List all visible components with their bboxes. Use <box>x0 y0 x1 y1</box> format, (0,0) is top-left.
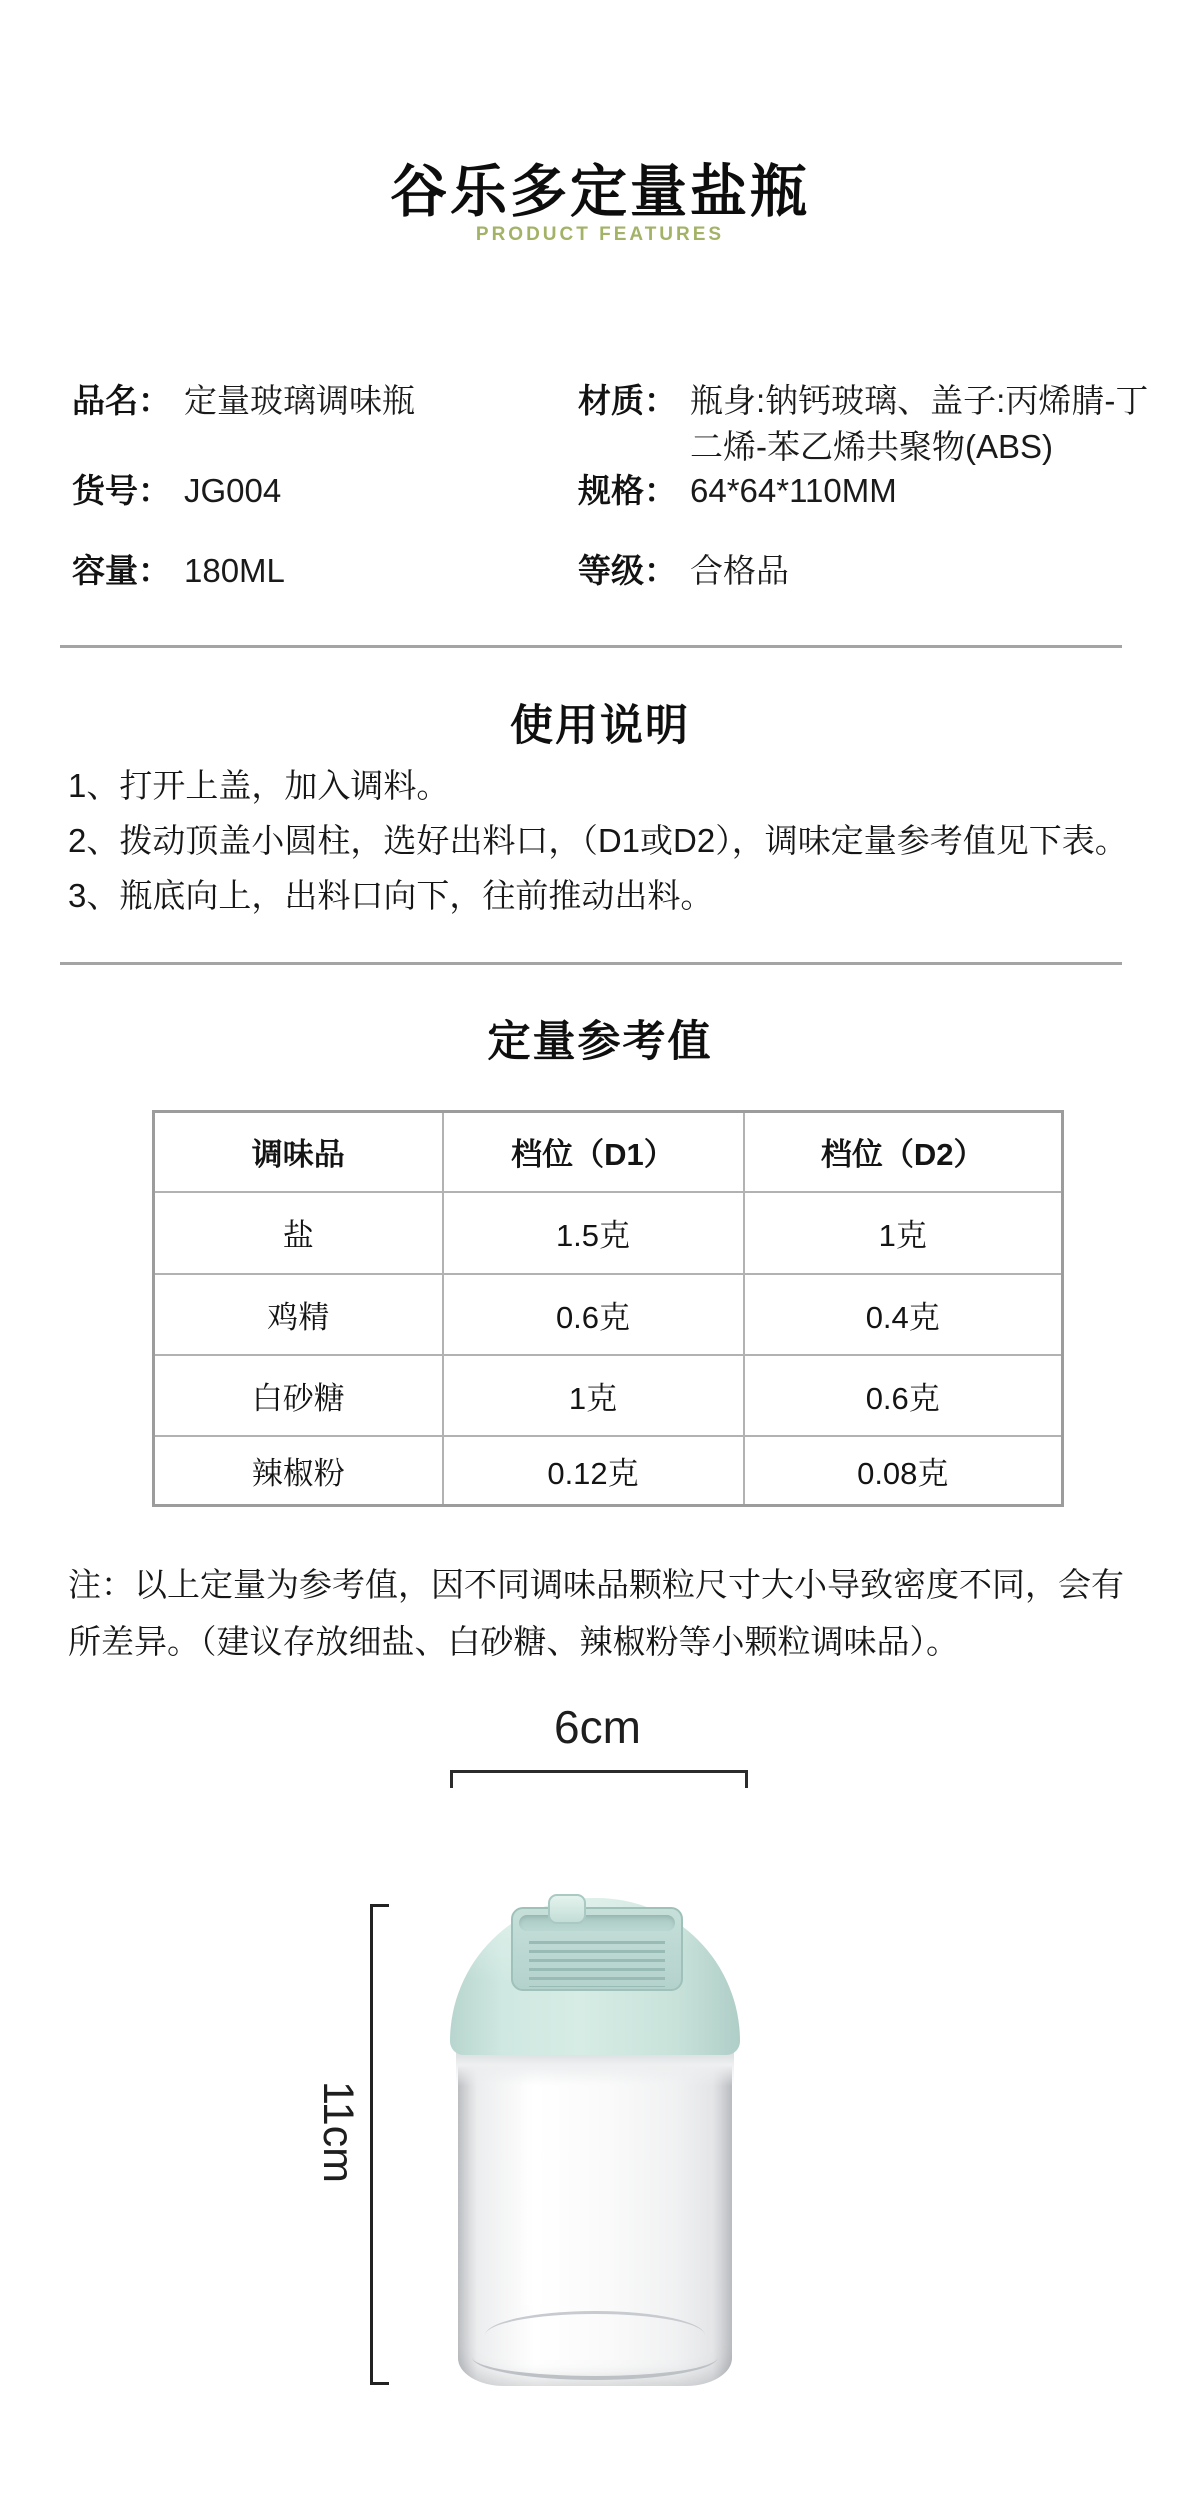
spec-value: JG004 <box>184 472 282 509</box>
table-cell: 1克 <box>443 1355 744 1436</box>
spec-item-grade <box>578 548 789 594</box>
reference-note: 注：以上定量为参考值，因不同调味品颗粒尺寸大小导致密度不同，会有所差异。（建议存放细盐、白砂糖、辣椒粉等小颗粒调味品）。 <box>68 1566 1124 1660</box>
spec-label: 等级： <box>578 552 677 589</box>
spec-value: 64*64*110MM <box>690 472 897 509</box>
spec-value: 合格品 <box>690 552 789 589</box>
table-cell: 0.12克 <box>443 1436 744 1506</box>
table-cell: 0.6克 <box>443 1274 744 1355</box>
spec-label: 容量： <box>72 552 171 589</box>
spec-value: 180ML <box>184 552 285 589</box>
spec-item-name <box>72 378 415 424</box>
product-photo-bottle <box>450 1898 740 2386</box>
cap-slider-knob <box>548 1894 586 1924</box>
cap-slider-ribs <box>529 1941 665 1987</box>
table-cell: 白砂糖 <box>154 1355 443 1436</box>
page-title: 谷乐多定量盐瓶 <box>390 160 810 224</box>
table-cell: 盐 <box>154 1192 443 1274</box>
usage-step: 2、拨动顶盖小圆柱，选好出料口，（D1或D2），调味定量参考值见下表。 <box>68 822 1128 859</box>
usage-step: 1、打开上盖，加入调料。 <box>68 767 450 804</box>
spec-label: 货号： <box>72 472 171 509</box>
usage-step: 3、瓶底向上，出料口向下，往前推动出料。 <box>68 877 714 914</box>
table-cell: 1克 <box>744 1192 1063 1274</box>
usage-steps <box>68 758 1178 923</box>
spec-label: 材质： <box>578 382 677 419</box>
width-dimension-bracket <box>450 1770 748 1788</box>
table-cell: 1.5克 <box>443 1192 744 1274</box>
spec-item-material <box>578 378 1152 470</box>
page-subtitle: PRODUCT FEATURES <box>475 224 725 245</box>
usage-heading: 使用说明 <box>510 702 690 750</box>
table-header-row <box>154 1112 1063 1192</box>
width-dimension-label: 6cm <box>554 1701 641 1753</box>
reference-heading: 定量参考值 <box>487 1018 713 1066</box>
section-divider <box>60 962 1122 965</box>
table-header-cell: 调味品 <box>154 1112 443 1192</box>
height-dimension-line <box>370 1904 389 2385</box>
table-header-cell: 档位（D1） <box>443 1112 744 1192</box>
table-cell: 辣椒粉 <box>154 1436 443 1506</box>
table-row <box>154 1192 1063 1274</box>
table-cell: 0.08克 <box>744 1436 1063 1506</box>
spec-item-capacity <box>72 548 285 594</box>
table-row <box>154 1274 1063 1355</box>
table-row <box>154 1436 1063 1506</box>
table-cell: 鸡精 <box>154 1274 443 1355</box>
height-dimension-label: 11cm <box>314 2081 362 2183</box>
bottle-glass-body <box>458 2050 732 2386</box>
spec-item-sku <box>72 468 281 514</box>
table-cell: 0.4克 <box>744 1274 1063 1355</box>
table-header-cell: 档位（D2） <box>744 1112 1063 1192</box>
spec-value: 定量玻璃调味瓶 <box>184 382 415 419</box>
spec-label: 品名： <box>72 382 171 419</box>
dosage-reference-table <box>152 1110 1064 1507</box>
table-row <box>154 1355 1063 1436</box>
section-divider <box>60 645 1122 648</box>
spec-value: 瓶身:钠钙玻璃、盖子:丙烯腈-丁二烯-苯乙烯共聚物(ABS) <box>690 382 1149 465</box>
cap-slider-slot <box>519 1915 675 1931</box>
spec-label: 规格： <box>578 472 677 509</box>
glass-base-arc <box>472 2334 719 2380</box>
cap-slider-panel <box>511 1907 683 1991</box>
glass-highlight <box>518 2070 556 2305</box>
table-cell: 0.6克 <box>744 1355 1063 1436</box>
spec-item-size <box>578 468 897 514</box>
